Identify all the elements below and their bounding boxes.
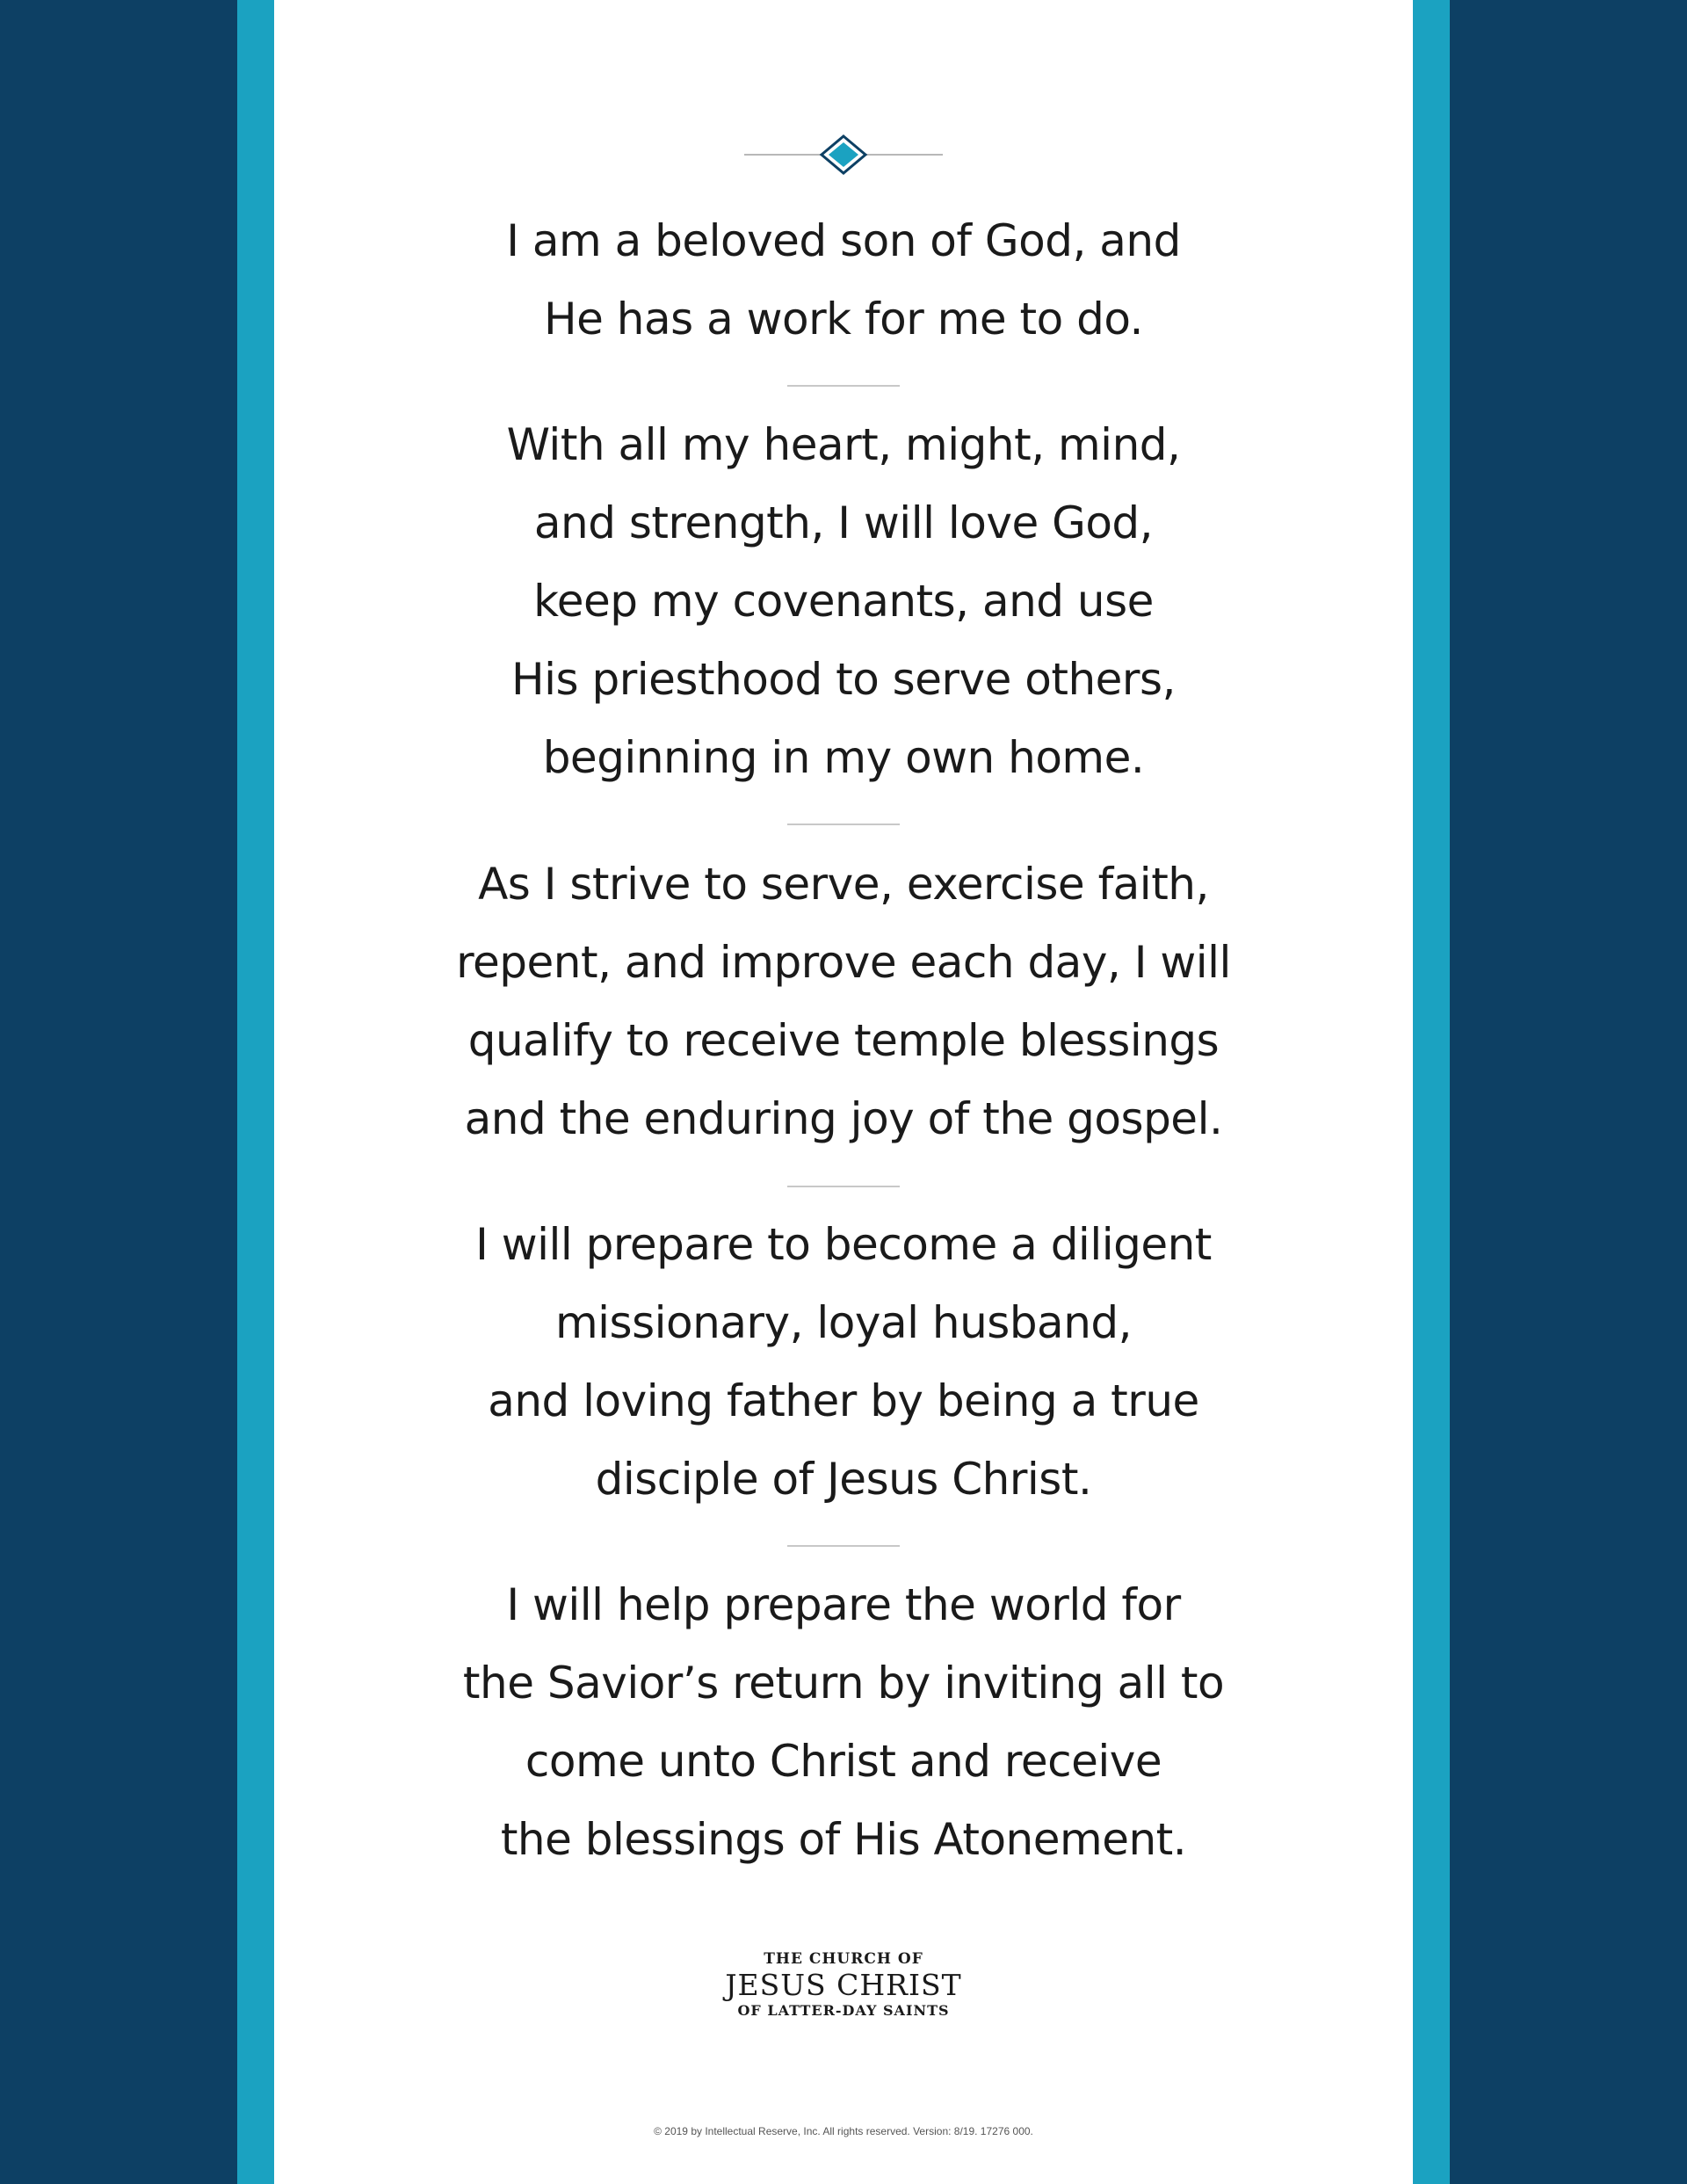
background-left <box>0 0 237 2184</box>
stanza-line: the Savior’s return by inviting all to <box>462 1658 1225 1709</box>
stanza-3 <box>274 845 1413 1158</box>
stanza-line: and the enduring joy of the gospel. <box>464 1093 1223 1144</box>
stanza-line: With all my heart, might, mind, <box>506 419 1181 470</box>
logo-line-2: JESUS CHRIST <box>725 1968 962 2002</box>
copyright-notice: © 2019 by Intellectual Reserve, Inc. All rights reserved. Version: 8/19. 17276 000. <box>654 2125 1033 2137</box>
stanza-line: keep my covenants, and use <box>533 576 1154 627</box>
poster-panel <box>274 0 1413 2184</box>
church-logo <box>274 1949 1413 2020</box>
stanza-4 <box>274 1206 1413 1519</box>
accent-stripe-right <box>1413 0 1450 2184</box>
stanza-2 <box>274 406 1413 797</box>
stanza-line: I am a beloved son of God, and <box>506 215 1181 266</box>
background-right <box>1450 0 1687 2184</box>
divider <box>787 385 900 387</box>
stanza-1 <box>274 202 1413 359</box>
divider <box>787 1186 900 1187</box>
divider <box>787 824 900 825</box>
stanza-5 <box>274 1566 1413 1879</box>
stanza-line: I will prepare to become a diligent <box>475 1219 1212 1270</box>
stanza-line: I will help prepare the world for <box>506 1579 1181 1630</box>
stanza-line: the blessings of His Atonement. <box>500 1814 1187 1865</box>
divider <box>787 1545 900 1547</box>
stanza-line: come unto Christ and receive <box>525 1736 1162 1787</box>
stanza-line: qualify to receive temple blessings <box>467 1015 1220 1066</box>
accent-stripe-left <box>237 0 274 2184</box>
stanza-line: disciple of Jesus Christ. <box>595 1454 1092 1505</box>
stanza-line: repent, and improve each day, I will <box>456 937 1231 988</box>
stanza-line: beginning in my own home. <box>542 732 1145 783</box>
stanza-line: missionary, loyal husband, <box>554 1297 1133 1348</box>
logo-line-1: THE CHURCH OF <box>764 1950 923 1968</box>
stanza-line: His priesthood to serve others, <box>511 654 1176 705</box>
stanza-line: and strength, I will love God, <box>533 497 1154 548</box>
logo-line-3: OF LATTER-DAY SAINTS <box>737 2002 950 2019</box>
stanza-line: As I strive to serve, exercise faith, <box>478 859 1209 910</box>
stanza-line: He has a work for me to do. <box>544 294 1143 345</box>
stanza-line: and loving father by being a true <box>488 1375 1199 1426</box>
diamond-ornament-icon <box>744 132 943 178</box>
